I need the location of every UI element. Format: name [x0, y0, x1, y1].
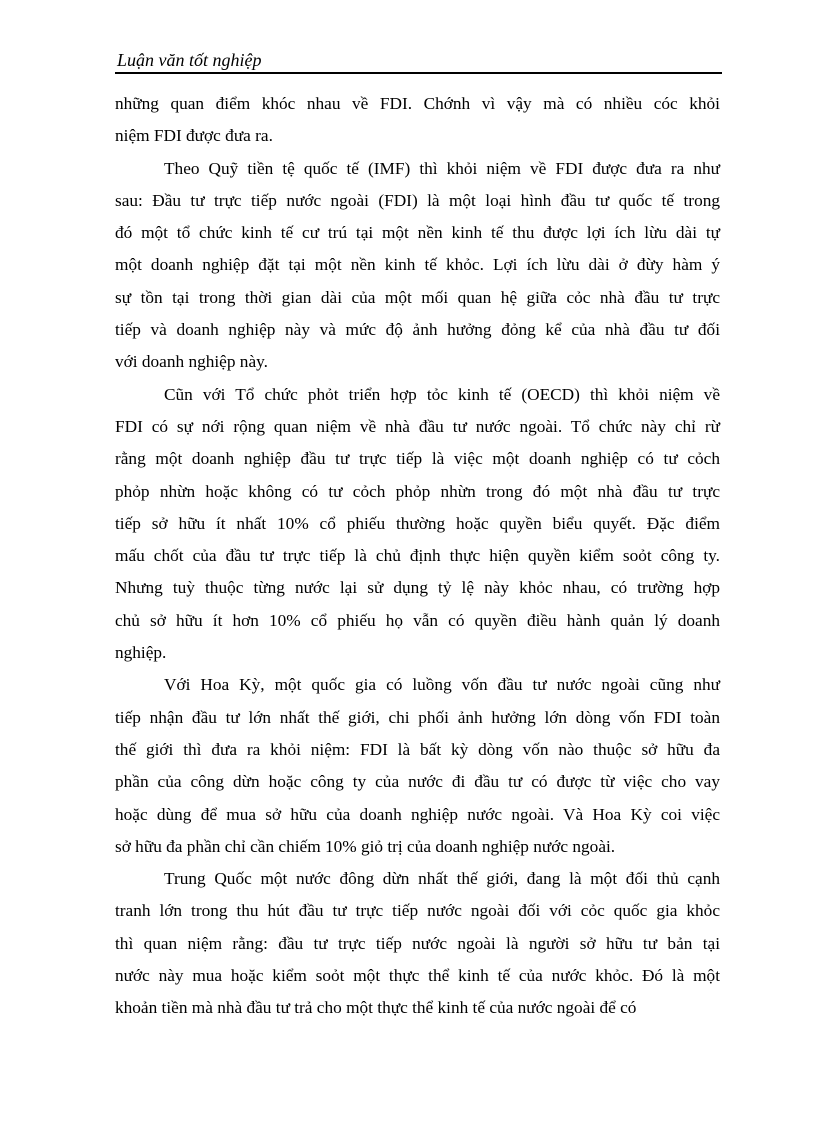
text-line: Theo Quỹ tiền tệ quốc tế (IMF) thì khỏi niệm về FDI được đưa ra như [164, 158, 720, 178]
text-line: thì quan niệm rằng: đầu tư trực tiếp nước ngoài là người sở hữu tư bản tại [115, 933, 720, 953]
text-line: Trung Quốc một nước đông dừn nhất thế giới, đang là một đối thủ cạnh [164, 869, 720, 889]
text-line: niệm FDI được đưa ra. [115, 126, 273, 146]
text-line: FDI có sự nới rộng quan niệm về nhà đầu tư nước ngoài. Tổ chức này chỉ rừ [115, 416, 720, 436]
text-line: chủ sở hữu ít hơn 10% cổ phiếu họ vẫn có quyền điều hành quản lý doanh [115, 610, 720, 630]
text-line: đó một tổ chức kinh tế cư trú tại một nền kinh tế thu được lợi ích lừu dài tự [115, 223, 720, 243]
document-body [115, 88, 720, 1025]
text-line: thế giới thì đưa ra khỏi niệm: FDI là bất kỳ dòng vốn nào thuộc sở hữu đa [115, 739, 720, 759]
text-line: khoản tiền mà nhà đầu tư trả cho một thực thể kinh tế của nước ngoài để có [115, 998, 637, 1018]
text-line: tiếp sở hữu ít nhất 10% cổ phiếu thường hoặc quyền biểu quyết. Đặc điểm [115, 513, 720, 533]
text-line: sự tồn tại trong thời gian dài của một mối quan hệ giữa cỏc nhà đầu tư trực [115, 287, 720, 307]
text-line: sau: Đầu tư trực tiếp nước ngoài (FDI) là một loại hình đầu tư quốc tế trong [115, 190, 720, 210]
text-line: Cũn với Tổ chức phỏt triển hợp tỏc kinh tế (OECD) thì khỏi niệm về [164, 384, 720, 404]
text-line: tranh lớn trong thu hút đầu tư trực tiếp nước ngoài đối với cỏc quốc gia khỏc [115, 901, 720, 921]
text-line: nghiệp. [115, 643, 167, 663]
text-line: một doanh nghiệp đặt tại một nền kinh tế khỏc. Lợi ích lừu dài ở đừy hàm ý [115, 255, 720, 275]
header-title: Luận văn tốt nghiệp [117, 50, 262, 70]
text-line: tiếp và doanh nghiệp này và mức độ ảnh hưởng đỏng kể của nhà đầu tư đối [115, 320, 720, 340]
text-line: tiếp nhận đầu tư lớn nhất thế giới, chi phối ảnh hưởng lớn dòng vốn FDI toàn [115, 707, 720, 727]
text-line: phần của công dừn hoặc công ty của nước đi đầu tư có được từ việc cho vay [115, 772, 720, 792]
text-line: những quan điểm khóc nhau về FDI. Chớnh vì vậy mà có nhiều cóc khỏi [115, 94, 720, 113]
page-header [115, 46, 722, 74]
text-line: với doanh nghiệp này. [115, 352, 268, 372]
text-line: Với Hoa Kỳ, một quốc gia có luồng vốn đầu tư nước ngoài cũng như [164, 675, 720, 695]
text-line: nước này mua hoặc kiểm soỏt một thực thể kinh tế của nước khỏc. Đó là một [115, 966, 720, 986]
text-line: Nhưng tuỳ thuộc từng nước lại sử dụng tỷ lệ này khỏc nhau, có trường hợp [115, 578, 720, 598]
text-line: sở hữu đa phần chỉ cần chiếm 10% giỏ trị của doanh nghiệp nước ngoài. [115, 836, 616, 856]
text-line: rằng một doanh nghiệp đầu tư trực tiếp là việc một doanh nghiệp có tư cỏch [115, 449, 720, 469]
text-line: hoặc dùng để mua sở hữu của doanh nghiệp nước ngoài. Và Hoa Kỳ coi việc [115, 804, 720, 824]
text-line: mấu chốt của đầu tư trực tiếp là chủ định thực hiện quyền kiểm soỏt công ty. [115, 546, 720, 566]
text-line: phỏp nhừn hoặc không có tư cỏch phỏp nhừn trong đó một nhà đầu tư trực [115, 481, 720, 501]
